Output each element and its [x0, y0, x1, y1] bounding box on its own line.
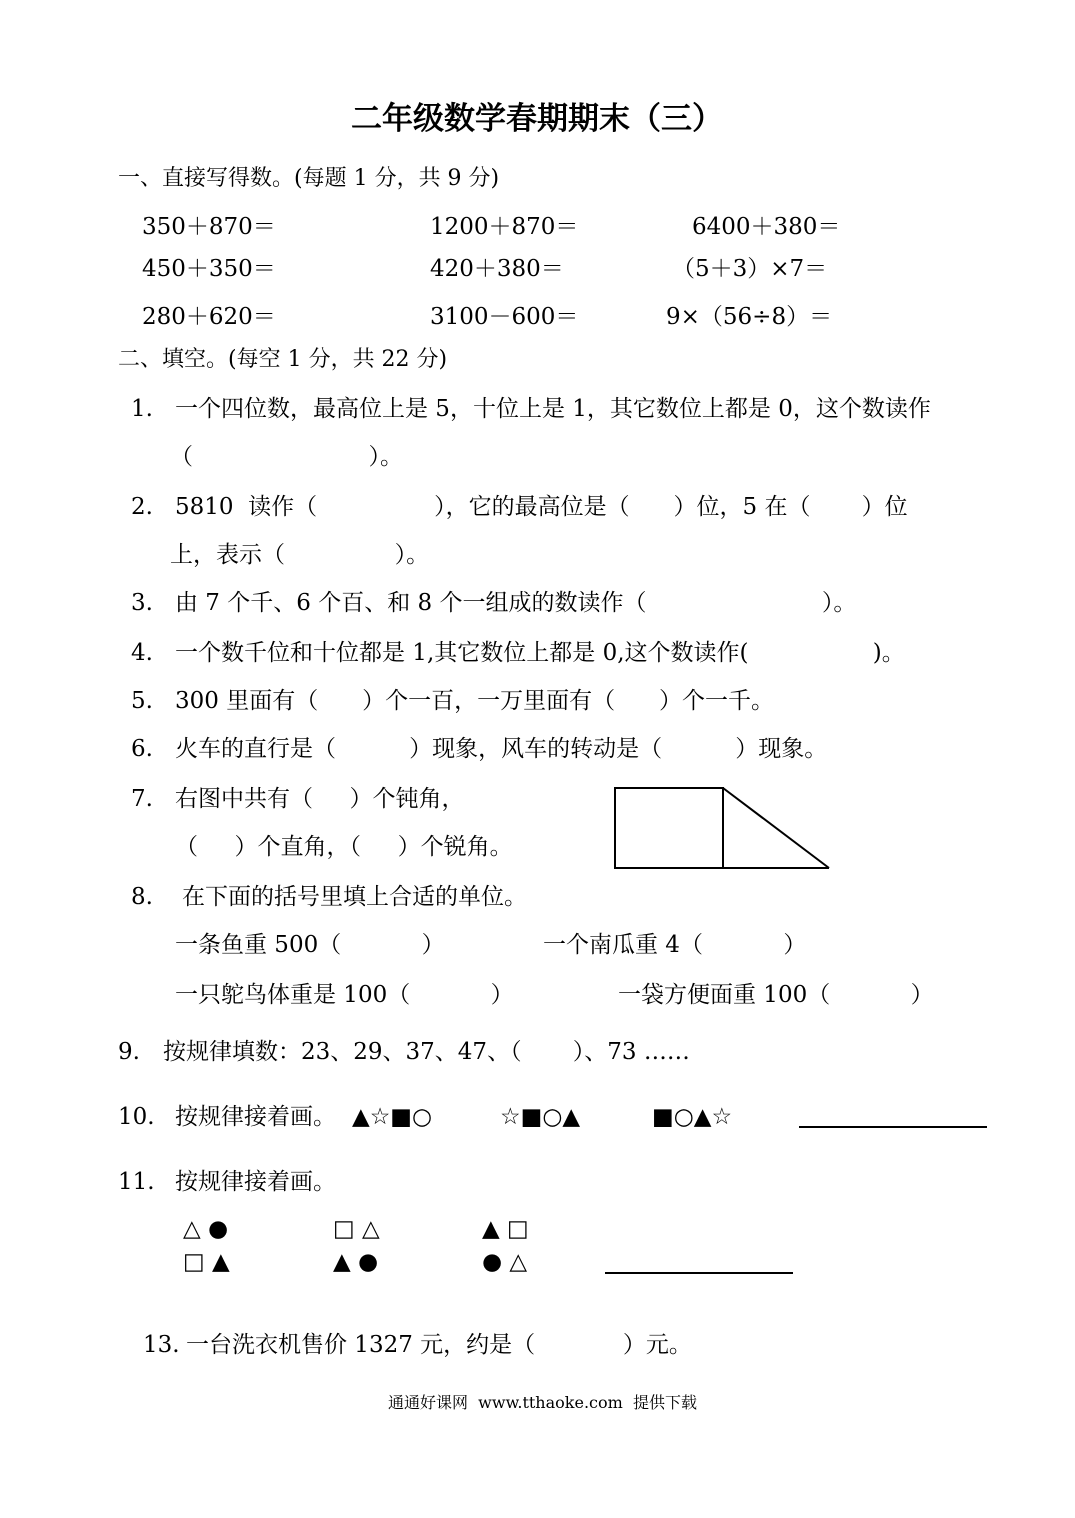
problem-3-3: 9×（56÷8）＝	[666, 304, 833, 330]
section1-heading: 一、直接写得数。(每题 1 分，共 9 分)	[118, 166, 500, 191]
q10-group-3: ■○▲☆	[652, 1104, 733, 1130]
q4-number: 4.	[131, 640, 153, 666]
problem-2-1: 450＋350＝	[142, 256, 276, 282]
q13-number: 13.	[143, 1332, 180, 1358]
problem-1-1: 350＋870＝	[142, 214, 276, 240]
section2-heading: 二、填空。(每空 1 分，共 22 分)	[118, 347, 448, 372]
q11-pattern-1-bottom: □ ▲	[183, 1249, 230, 1275]
q7-text-line2: （ ）个直角，（ ）个锐角。	[175, 834, 513, 860]
q3-text: 由 7 个千、6 个百、和 8 个一组成的数读作（ ）。	[175, 590, 857, 616]
q11-text: 按规律接着画。	[175, 1169, 336, 1195]
q10-group-2: ☆■○▲	[500, 1104, 581, 1130]
q11-number: 11.	[118, 1169, 155, 1195]
problem-1-3: 6400＋380＝	[692, 214, 841, 240]
q11-pattern-1-top: △ ●	[183, 1216, 229, 1242]
q6-text: 火车的直行是（ ）现象，风车的转动是（ ）现象。	[175, 736, 828, 762]
q1-text-line2: （ ）。	[170, 444, 403, 470]
q8-number: 8.	[131, 884, 153, 910]
q8-text: 在下面的括号里填上合适的单位。	[182, 884, 527, 910]
q9-number: 9.	[118, 1039, 140, 1065]
q11-answer-line[interactable]	[605, 1272, 793, 1274]
problem-1-2: 1200＋870＝	[430, 214, 579, 240]
q11-pattern-2-top: □ △	[333, 1216, 380, 1242]
q2-number: 2.	[131, 494, 153, 520]
q8-item-pumpkin: 一个南瓜重 4（ ）	[543, 932, 807, 958]
q4-text: 一个数千位和十位都是 1,其它数位上都是 0,这个数读作( )。	[175, 640, 905, 666]
q5-text: 300 里面有（ ）个一百，一万里面有（ ）个一千。	[175, 688, 774, 714]
q10-answer-line[interactable]	[799, 1126, 987, 1128]
q5-number: 5.	[131, 688, 153, 714]
q13-text: 一台洗衣机售价 1327 元，约是（ ）元。	[186, 1332, 692, 1358]
q10-number: 10.	[118, 1104, 155, 1130]
footer-credit: 通通好课网 www.tthaoke.com 提供下载	[388, 1393, 697, 1412]
q8-item-noodles: 一袋方便面重 100（ ）	[618, 982, 934, 1008]
q1-text-line1: 一个四位数，最高位上是 5，十位上是 1，其它数位上都是 0，这个数读作	[175, 396, 931, 422]
q2-text-line2: 上，表示（ ）。	[170, 542, 430, 568]
q11-pattern-3-bottom: ● △	[482, 1249, 528, 1275]
problem-2-3: （5＋3）×7＝	[672, 256, 828, 282]
q7-number: 7.	[131, 786, 153, 812]
q7-text-line1: 右图中共有（ ）个钝角，	[175, 786, 465, 812]
q10-text: 按规律接着画。	[175, 1104, 336, 1130]
q6-number: 6.	[131, 736, 153, 762]
q11-pattern-2-bottom: ▲ ●	[333, 1249, 379, 1275]
q10-group-1: ▲☆■○	[352, 1104, 433, 1130]
q3-number: 3.	[131, 590, 153, 616]
page-title: 二年级数学春期期末（三）	[351, 101, 723, 137]
angle-figure	[613, 786, 835, 870]
q11-pattern-3-top: ▲ □	[482, 1216, 529, 1242]
q8-item-ostrich: 一只鸵鸟体重是 100（ ）	[175, 982, 514, 1008]
q2-text-line1: 5810 读作（ ），它的最高位是（ ）位，5 在（ ）位	[175, 494, 908, 520]
q1-number: 1.	[131, 396, 153, 422]
problem-3-2: 3100－600＝	[430, 304, 579, 330]
problem-3-1: 280＋620＝	[142, 304, 276, 330]
q9-text: 按规律填数：23、29、37、47、（ ）、73 ……	[163, 1039, 690, 1065]
problem-2-2: 420＋380＝	[430, 256, 564, 282]
q8-item-fish: 一条鱼重 500（ ）	[175, 932, 445, 958]
